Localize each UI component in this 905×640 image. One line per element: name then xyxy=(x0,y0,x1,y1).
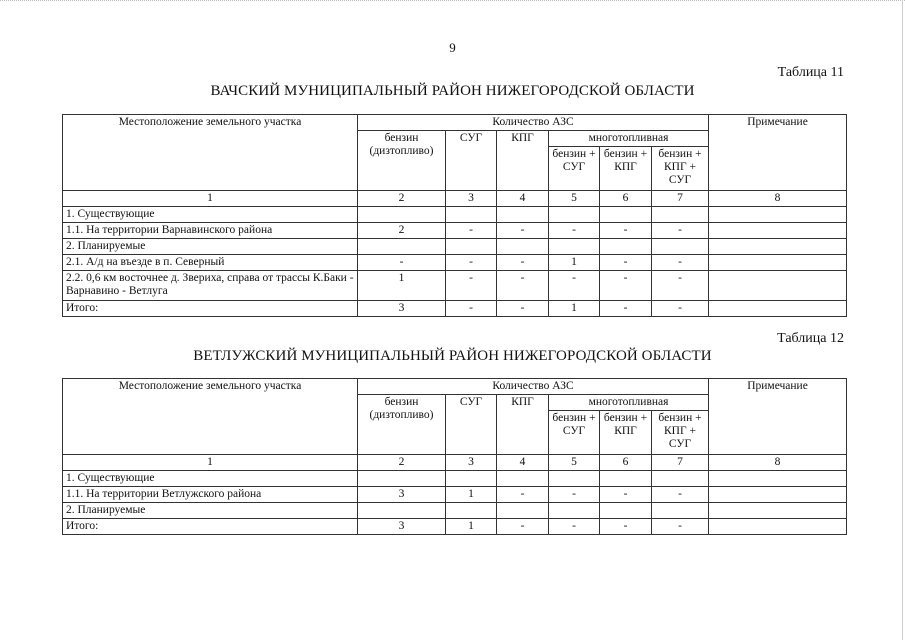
cell xyxy=(652,239,709,255)
col-number: 1 xyxy=(63,191,358,207)
row-name: Итого: xyxy=(63,519,358,535)
cell: - xyxy=(652,487,709,503)
cell: - xyxy=(600,255,652,271)
cell xyxy=(497,503,549,519)
cell xyxy=(446,471,497,487)
cell: - xyxy=(600,271,652,301)
cell: 1 xyxy=(446,519,497,535)
cell: - xyxy=(446,271,497,301)
row-name: 2. Планируемые xyxy=(63,239,358,255)
cell xyxy=(549,503,600,519)
cell: 1 xyxy=(446,487,497,503)
cell: - xyxy=(497,301,549,317)
cell xyxy=(497,239,549,255)
header-petrol-lpg: бензин + СУГ xyxy=(549,411,600,455)
cell xyxy=(652,471,709,487)
cell: 3 xyxy=(358,301,446,317)
col-number: 6 xyxy=(600,455,652,471)
row-name: 1. Существующие xyxy=(63,207,358,223)
header-cng: КПГ xyxy=(497,395,549,455)
header-count: Количество АЗС xyxy=(358,379,709,395)
cell xyxy=(549,471,600,487)
column-number-row xyxy=(63,191,847,207)
cell: - xyxy=(600,223,652,239)
cell xyxy=(600,503,652,519)
cell xyxy=(709,207,847,223)
cell xyxy=(358,471,446,487)
cell: - xyxy=(652,301,709,317)
cell xyxy=(446,503,497,519)
cell: - xyxy=(652,519,709,535)
row-name: 1.1. На территории Ветлужского района xyxy=(63,487,358,503)
page-number: 9 xyxy=(449,40,456,55)
header-petrol: бензин (дизтопливо) xyxy=(358,131,446,191)
page-top-edge xyxy=(0,0,905,1)
header-lpg: СУГ xyxy=(446,395,497,455)
row-name: 2.1. А/д на въезде в п. Северный xyxy=(63,255,358,271)
header-cng: КПГ xyxy=(497,131,549,191)
cell xyxy=(446,207,497,223)
cell xyxy=(358,503,446,519)
col-number: 1 xyxy=(63,455,358,471)
col-number: 4 xyxy=(497,191,549,207)
table-12-label: Таблица 12 xyxy=(777,331,844,346)
col-number: 3 xyxy=(446,191,497,207)
table-11 xyxy=(62,114,847,317)
cell: - xyxy=(497,271,549,301)
row-name: 2.2. 0,6 км восточнее д. Звериха, справа от трассы К.Баки - Варнавино - Ветлуга xyxy=(63,271,358,301)
cell: - xyxy=(497,487,549,503)
cell: 3 xyxy=(358,487,446,503)
cell: - xyxy=(549,519,600,535)
table-row xyxy=(63,223,847,239)
cell: - xyxy=(600,301,652,317)
cell xyxy=(600,207,652,223)
cell: 3 xyxy=(358,519,446,535)
cell xyxy=(709,301,847,317)
cell xyxy=(446,239,497,255)
table-12-title: ВЕТЛУЖСКИЙ МУНИЦИПАЛЬНЫЙ РАЙОН НИЖЕГОРОДСКОЙ ОБЛАСТИ xyxy=(193,348,712,364)
table-row xyxy=(63,271,847,301)
table-row xyxy=(63,207,847,223)
table-row xyxy=(63,503,847,519)
column-number-row xyxy=(63,455,847,471)
col-number: 6 xyxy=(600,191,652,207)
col-number: 8 xyxy=(709,191,847,207)
row-name: 2. Планируемые xyxy=(63,503,358,519)
header-petrol-cng: бензин + КПГ xyxy=(600,147,652,191)
header-petrol-lpg: бензин + СУГ xyxy=(549,147,600,191)
cell: 1 xyxy=(358,271,446,301)
cell xyxy=(709,239,847,255)
col-number: 4 xyxy=(497,455,549,471)
cell xyxy=(652,207,709,223)
header-petrol-cng: бензин + КПГ xyxy=(600,411,652,455)
table-row xyxy=(63,301,847,317)
header-petrol-cng-lpg: бензин + КПГ + СУГ xyxy=(652,147,709,191)
cell xyxy=(549,239,600,255)
cell xyxy=(709,271,847,301)
cell: 1 xyxy=(549,255,600,271)
cell: - xyxy=(652,271,709,301)
cell: - xyxy=(600,487,652,503)
cell xyxy=(709,487,847,503)
col-number: 3 xyxy=(446,455,497,471)
col-number: 7 xyxy=(652,455,709,471)
cell: - xyxy=(600,519,652,535)
header-multi: многотопливная xyxy=(549,131,709,147)
cell: - xyxy=(358,255,446,271)
row-name: 1.1. На территории Варнавинского района xyxy=(63,223,358,239)
table-row xyxy=(63,255,847,271)
header-petrol: бензин (дизтопливо) xyxy=(358,395,446,455)
cell: - xyxy=(549,223,600,239)
cell xyxy=(709,519,847,535)
col-number: 2 xyxy=(358,191,446,207)
cell xyxy=(709,255,847,271)
table-12 xyxy=(62,378,847,535)
table-11-label: Таблица 11 xyxy=(777,65,844,80)
col-number: 5 xyxy=(549,455,600,471)
header-note: Примечание xyxy=(709,379,847,455)
header-location: Местоположение земельного участка xyxy=(63,379,358,455)
cell xyxy=(358,207,446,223)
cell xyxy=(549,207,600,223)
cell: - xyxy=(497,519,549,535)
table-row xyxy=(63,519,847,535)
cell xyxy=(600,239,652,255)
table-row xyxy=(63,239,847,255)
col-number: 5 xyxy=(549,191,600,207)
header-multi: многотопливная xyxy=(549,395,709,411)
cell xyxy=(652,503,709,519)
cell xyxy=(358,239,446,255)
header-petrol-cng-lpg: бензин + КПГ + СУГ xyxy=(652,411,709,455)
cell xyxy=(709,503,847,519)
col-number: 7 xyxy=(652,191,709,207)
row-name: 1. Существующие xyxy=(63,471,358,487)
cell xyxy=(709,223,847,239)
cell: - xyxy=(549,487,600,503)
header-count: Количество АЗС xyxy=(358,115,709,131)
cell: - xyxy=(446,255,497,271)
header-lpg: СУГ xyxy=(446,131,497,191)
table-row xyxy=(63,487,847,503)
header-note: Примечание xyxy=(709,115,847,191)
cell: 2 xyxy=(358,223,446,239)
cell: - xyxy=(497,255,549,271)
cell xyxy=(600,471,652,487)
row-name: Итого: xyxy=(63,301,358,317)
cell: - xyxy=(549,271,600,301)
col-number: 8 xyxy=(709,455,847,471)
col-number: 2 xyxy=(358,455,446,471)
cell: - xyxy=(497,223,549,239)
cell: - xyxy=(652,255,709,271)
cell: - xyxy=(446,223,497,239)
header-location: Местоположение земельного участка xyxy=(63,115,358,191)
cell: 1 xyxy=(549,301,600,317)
cell: - xyxy=(652,223,709,239)
cell: - xyxy=(446,301,497,317)
table-row xyxy=(63,471,847,487)
cell xyxy=(709,471,847,487)
table-11-title: ВАЧСКИЙ МУНИЦИПАЛЬНЫЙ РАЙОН НИЖЕГОРОДСКОЙ ОБЛАСТИ xyxy=(210,83,695,99)
cell xyxy=(497,207,549,223)
cell xyxy=(497,471,549,487)
